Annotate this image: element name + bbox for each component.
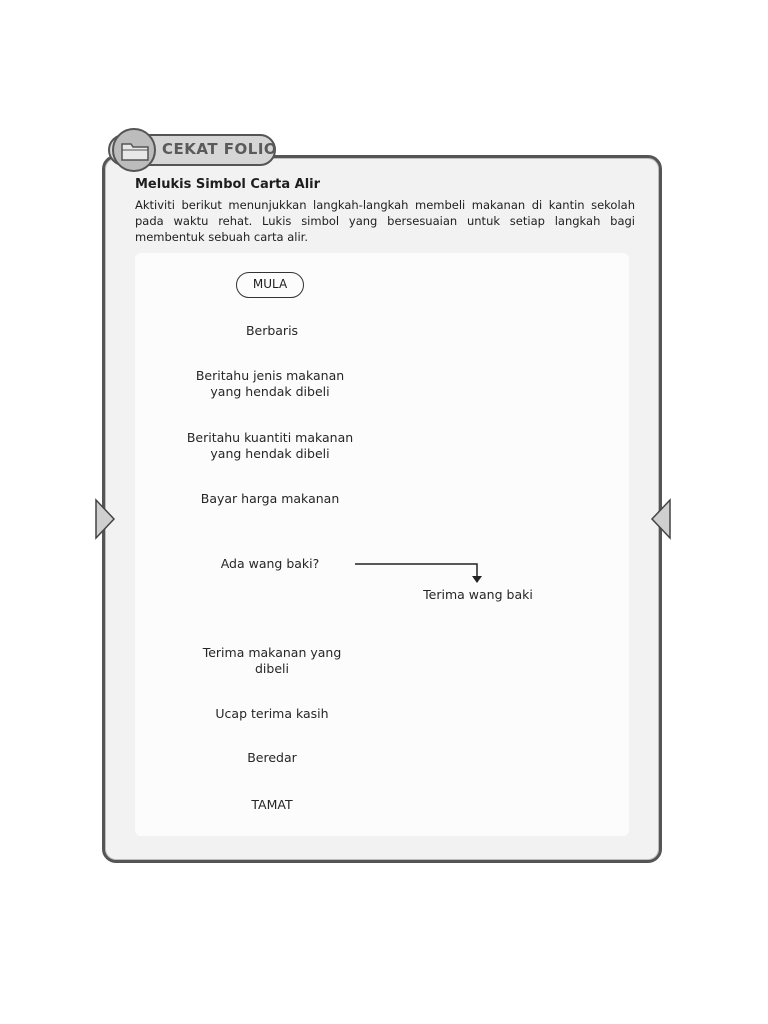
step-bayar: Bayar harga makanan [200, 491, 340, 506]
page-next-arrow-icon[interactable] [650, 498, 672, 540]
page-prev-arrow-icon[interactable] [94, 498, 116, 540]
step-kuantiti-makanan: Beritahu kuantiti makanan yang hendak dibeli [186, 430, 354, 461]
tab-label: CEKAT FOLIO [162, 140, 278, 158]
step-berbaris: Berbaris [245, 323, 299, 338]
folder-icon [120, 140, 150, 162]
step-decision: Ada wang baki? [220, 556, 320, 571]
step-ucap-terima-kasih: Ucap terima kasih [215, 706, 329, 721]
step-terima-makanan: Terima makanan yang dibeli [202, 645, 342, 676]
worksheet-instruction: Aktiviti berikut menunjukkan langkah-langkah membeli makanan di kantin sekolah pada waktu rehat. Lukis simbol yang bersesuaian untuk setiap langkah bagi membentuk sebuah carta alir. [135, 198, 635, 244]
start-terminal: MULA [236, 272, 304, 298]
step-beredar: Beredar [247, 750, 297, 765]
step-jenis-makanan: Beritahu jenis makanan yang hendak dibeli [195, 368, 345, 399]
step-branch: Terima wang baki [423, 587, 533, 602]
worksheet-title: Melukis Simbol Carta Alir [135, 177, 321, 192]
drawing-area[interactable] [135, 253, 629, 836]
branch-arrow [350, 556, 490, 588]
end-terminal: TAMAT [251, 797, 293, 812]
